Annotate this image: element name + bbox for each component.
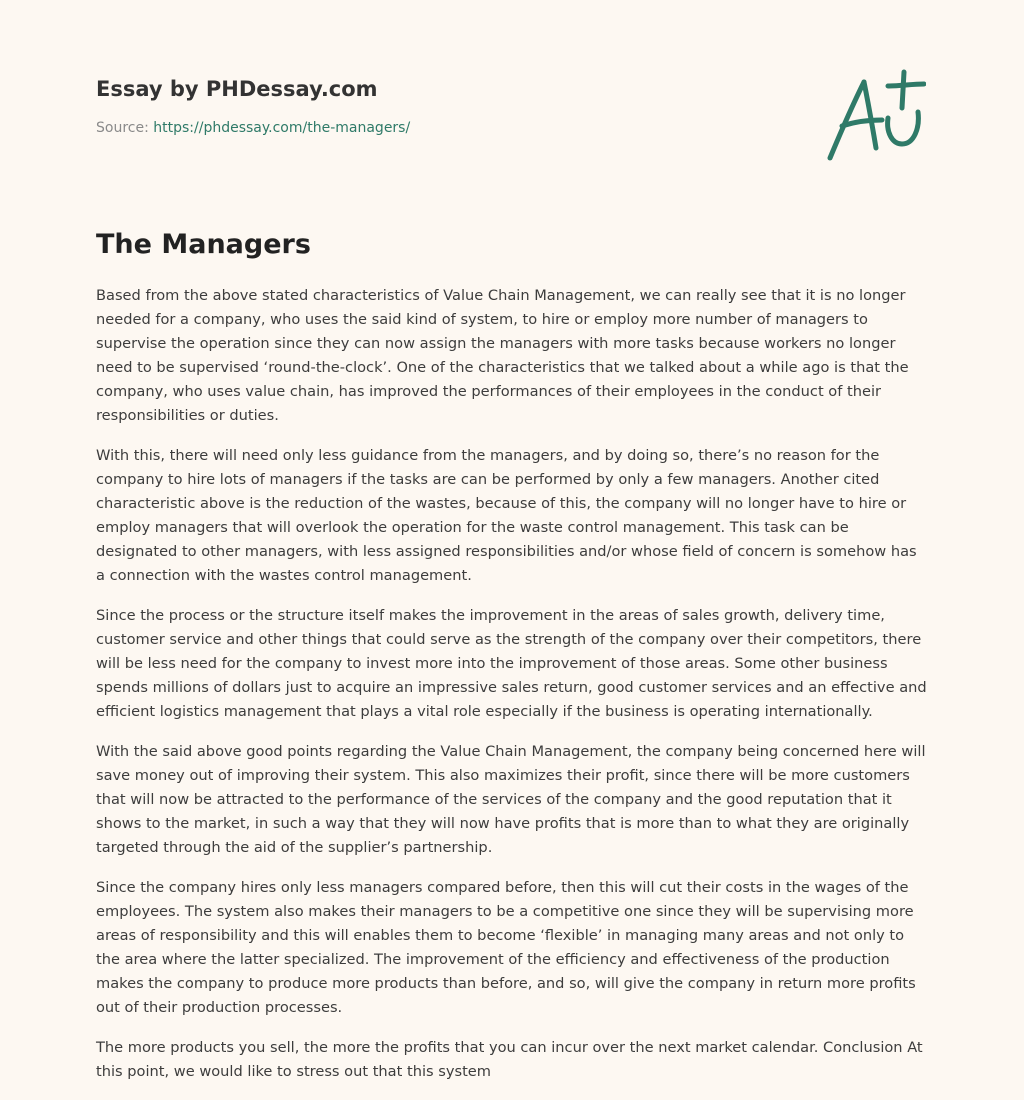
essay-title: The Managers	[96, 229, 311, 260]
site-header	[96, 74, 928, 174]
essay-paragraph: The more products you sell, the more the profits that you can incur over the next market calendar. Conclusion At this point, we would like to stress out that this system	[96, 1039, 923, 1080]
essay-paragraph: With the said above good points regarding the Value Chain Management, the company being concerned here will save money out of improving their system. This also maximizes their profit, since there will be more customers that will now be attracted to the performance of the services of the company and the good reputation that it shows to the market, in such a way that they will now have profits that is more than to what they are originally targeted through the aid of the supplier’s partnership.	[96, 743, 926, 856]
essay-paragraph: Since the company hires only less managers compared before, then this will cut their costs in the wages of the employees. The system also makes their managers to be a competitive one since they will be supervising more areas of responsibility and this will enables them to become ‘flexible’ in managing many areas and not only to the area where the latter specialized. The improvement of the efficiency and effectiveness of the production makes the company to produce more products than before, and so, will give the company in return more profits out of their production processes.	[96, 879, 916, 1016]
source-link[interactable]: https://phdessay.com/the-managers/	[153, 120, 411, 136]
source-line	[96, 118, 928, 138]
essay-paragraph: Based from the above stated characteristics of Value Chain Management, we can really see that it is no longer needed for a company, who uses the said kind of system, to hire or employ more number of managers to supervise the operation since they can now assign the managers with more tasks because workers no longer need to be supervised ‘round-the-clock’. One of the characteristics that we talked about a while ago is that the company, who uses value chain, has improved the performances of their employees in the conduct of their responsibilities or duties.	[96, 287, 909, 424]
a-plus-logo-icon	[826, 68, 926, 164]
source-label: Source:	[96, 120, 154, 136]
site-title: Essay by PHDessay.com	[96, 77, 378, 101]
essay-paragraph: With this, there will need only less guidance from the managers, and by doing so, there’s no reason for the company to hire lots of managers if the tasks are can be performed by only a few managers. Another cited characteristic above is the reduction of the wastes, because of this, the company will no longer have to hire or employ managers that will overlook the operation for the waste control management. This task can be designated to other managers, with less assigned responsibilities and/or whose field of concern is somehow has a connection with the wastes control management.	[96, 447, 917, 584]
essay-body	[96, 284, 928, 1100]
essay-paragraph: Since the process or the structure itself makes the improvement in the areas of sales growth, delivery time, customer service and other things that could serve as the strength of the company over their competitors, there will be less need for the company to invest more into the improvement of those areas. Some other business spends millions of dollars just to acquire an impressive sales return, good customer services and an effective and efficient logistics management that plays a vital role especially if the business is operating internationally.	[96, 607, 927, 720]
